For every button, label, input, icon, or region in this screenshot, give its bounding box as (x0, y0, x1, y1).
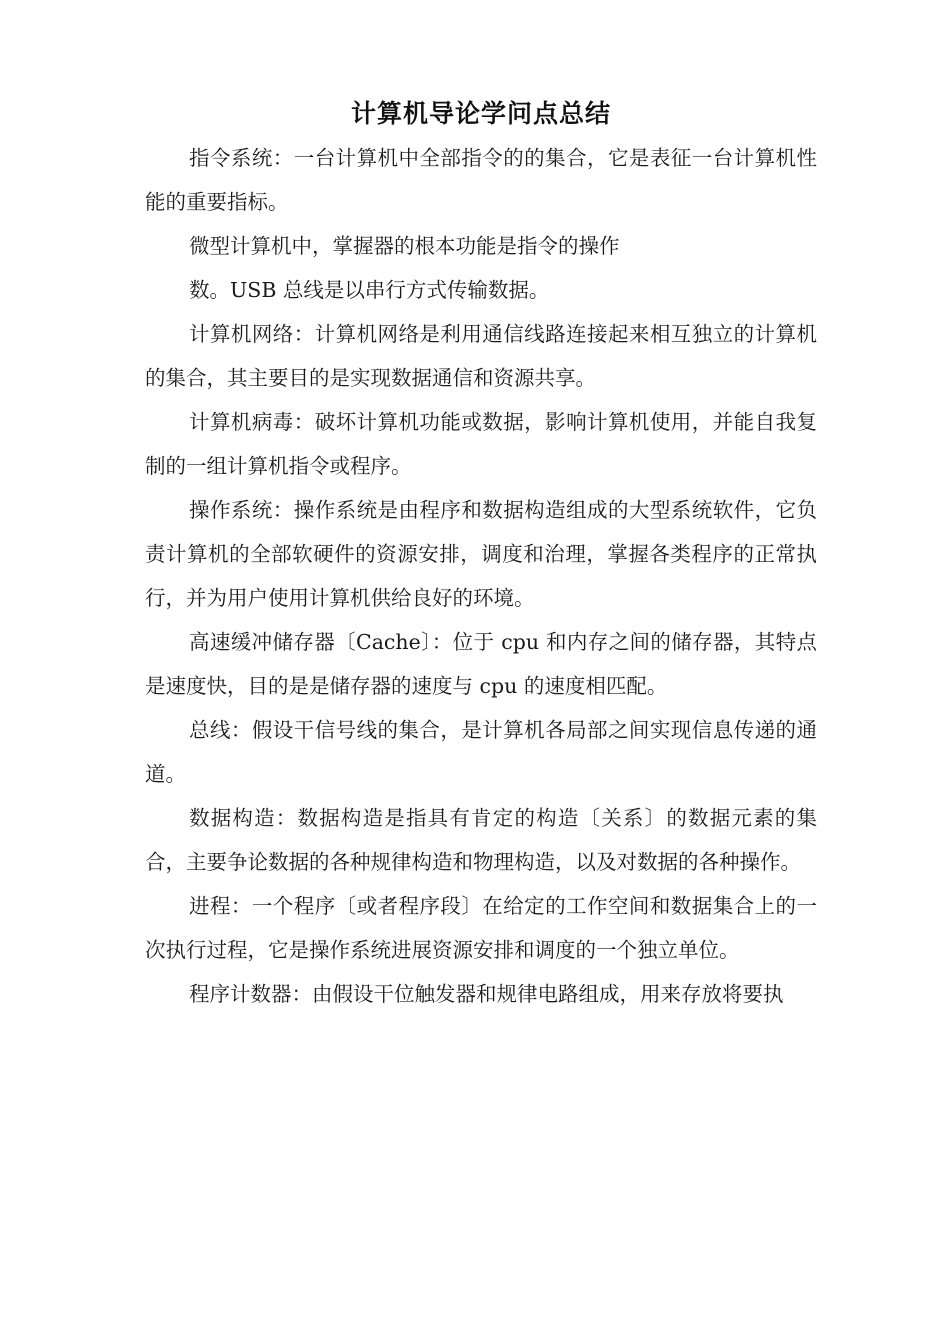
paragraph-process: 进程：一个程序〔或者程序段〕在给定的工作空间和数据集合上的一次执行过程，它是操作系统进展资源安排和调度的一个独立单位。 (145, 894, 817, 962)
paragraph-computer-network: 计算机网络：计算机网络是利用通信线路连接起来相互独立的计算机的集合，其主要目的是实现数据通信和资源共享。 (145, 322, 817, 390)
paragraph-operating-system: 操作系统：操作系统是由程序和数据构造组成的大型系统软件，它负责计算机的全部软硬件的资源安排，调度和治理，掌握各类程序的正常执行，并为用户使用计算机供给良好的环境。 (145, 498, 817, 610)
document-body (145, 136, 817, 1016)
paragraph-usb-bus: 数。USB 总线是以串行方式传输数据。 (189, 278, 550, 302)
paragraph-cache: 高速缓冲储存器〔Cache〕：位于 cpu 和内存之间的储存器，其特点是速度快，目的是是储存器的速度与 cpu 的速度相匹配。 (145, 630, 817, 698)
document-title: 计算机导论学问点总结 (350, 99, 611, 128)
paragraph-program-counter: 程序计数器：由假设干位触发器和规律电路组成，用来存放将要执 (189, 982, 784, 1006)
paragraph-microcomputer-controller: 微型计算机中，掌握器的根本功能是指令的操作 (189, 234, 620, 258)
paragraph-instruction-system: 指令系统：一台计算机中全部指令的的集合，它是表征一台计算机性能的重要指标。 (145, 146, 817, 214)
paragraph-computer-virus: 计算机病毒：破坏计算机功能或数据，影响计算机使用，并能自我复制的一组计算机指令或程序。 (145, 410, 817, 478)
paragraph-bus: 总线：假设干信号线的集合，是计算机各局部之间实现信息传递的通道。 (145, 718, 817, 786)
document-page (145, 92, 817, 1016)
paragraph-data-structure: 数据构造：数据构造是指具有肯定的构造〔关系〕的数据元素的集合，主要争论数据的各种规律构造和物理构造，以及对数据的各种操作。 (145, 806, 817, 874)
